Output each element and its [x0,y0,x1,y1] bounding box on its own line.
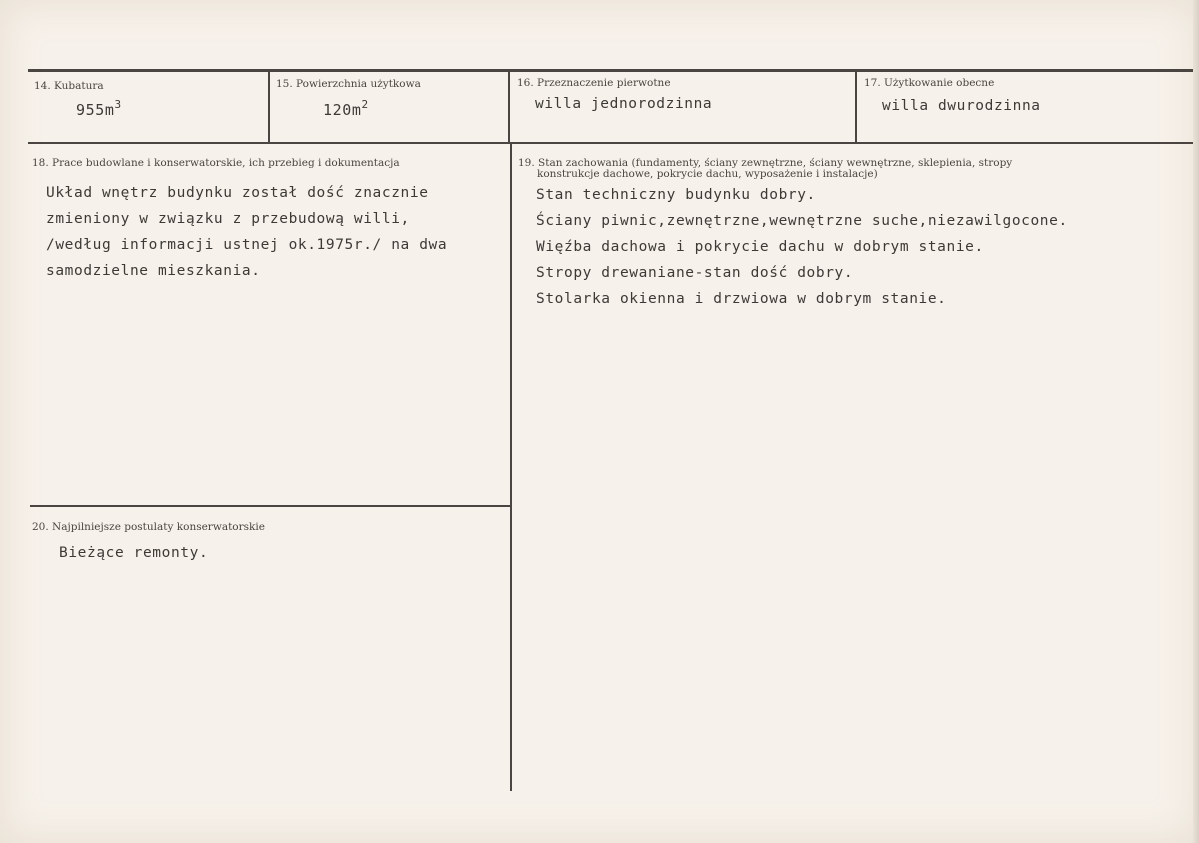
field-18-line: /według informacji ustnej ok.1975r./ na dwa [46,237,448,253]
field-20-label: 20. Najpilniejsze postulaty konserwatorskie [32,521,265,533]
field-18-line: zmieniony w związku z przebudową willi, [46,211,410,227]
field-18-label: 18. Prace budowlane i konserwatorskie, ich przebieg i dokumentacja [32,157,400,169]
field-14-number: 955m [76,101,115,119]
f18-f20-rule [30,505,510,507]
field-19-line: Ściany piwnic,zewnętrzne,wewnętrzne suche,niezawilgocone. [536,213,1068,229]
divider-14-15 [268,71,270,143]
field-19-label-line2: konstrukcje dachowe, pokrycie dachu, wyposażenie i instalacje) [537,168,878,180]
field-19-label-line1: 19. Stan zachowania (fundamenty, ściany zewnętrzne, ściany wewnętrzne, sklepienia, stropy [518,157,1013,169]
field-18-text [46,180,447,284]
field-16-label: 16. Przeznaczenie pierwotne [517,77,671,89]
row1-rule [28,142,1193,144]
divider-main [510,143,512,791]
field-14-label: 14. Kubatura [34,80,104,92]
top-rule [28,69,1193,72]
field-19-text [536,182,1068,312]
field-14-superscript: 3 [114,98,122,111]
field-15-value [323,98,369,119]
field-15-label: 15. Powierzchnia użytkowa [276,78,421,90]
field-16-value: willa jednorodzinna [535,96,713,112]
field-15-number: 120m [323,101,362,119]
field-17-label: 17. Użytkowanie obecne [864,77,995,89]
field-14-value [76,98,122,119]
field-19-line: Stolarka okienna i drzwiowa w dobrym stanie. [536,291,947,307]
field-17-value: willa dwurodzinna [882,98,1041,114]
field-19-line: Stropy drewaniane-stan dość dobry. [536,265,854,281]
card-edge [1193,0,1199,843]
field-18-line: Układ wnętrz budynku został dość znacznie [46,185,429,201]
divider-15-16 [508,71,510,143]
field-18-line: samodzielne mieszkania. [46,263,261,279]
divider-16-17 [855,71,857,143]
field-19-line: Więźba dachowa i pokrycie dachu w dobrym stanie. [536,239,984,255]
field-19-line: Stan techniczny budynku dobry. [536,187,816,203]
field-20-value: Bieżące remonty. [59,545,209,561]
field-15-superscript: 2 [361,98,369,111]
